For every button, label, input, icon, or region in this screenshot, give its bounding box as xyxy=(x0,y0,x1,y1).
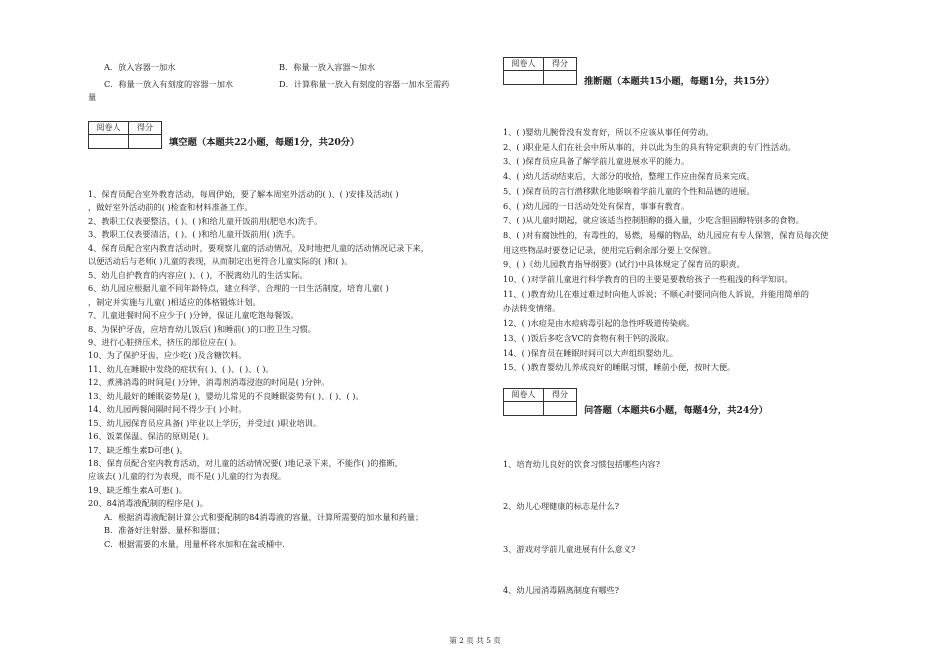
fill-question-line: 12、煮沸消毒的时间是( )分钟，消毒剂消毒浸泡的时间是( )分钟。 xyxy=(88,377,330,388)
fill-question-line: ，制定并实施与儿童( )相适应的体格锻炼计划。 xyxy=(88,296,261,307)
judge-question-line: 6、( )幼儿园的一日活动处处有保育，事事有教育。 xyxy=(503,200,690,211)
qa-item: 3、游戏对学前儿童进展有什么意义? xyxy=(503,544,636,554)
fill-question-line: 5、幼儿自护教育的内容应( )、( )，不脱离幼儿的生活实际。 xyxy=(88,269,308,280)
judge-question-line: 12、( )水痘是由水痘病毒引起的急性呼吸道传染病。 xyxy=(503,318,695,329)
judge-question-line: 14、( )保育员在睡眠时间可以大声组织婴幼儿。 xyxy=(503,347,678,358)
judge-question-line: 8、( )对有腐蚀性的，有毒性的，易燃，易爆的物品，幼儿园应有专人保管，保育员每次使 xyxy=(503,229,829,240)
judge-question-line: 10、( )对学前儿童进行科学教育的目的主要是要教给孩子一些粗浅的科学知识。 xyxy=(503,274,793,284)
fill-section-title: 填空题（本题共22小题，每题1分，共20分） xyxy=(169,137,360,148)
fill-question-line: 4、保育员配合室内教育活动时，要观察儿童的活动情况，及时地把儿童的活动情况记录下来， xyxy=(88,242,429,253)
qa-item: 2、幼儿心理健康的标志是什么? xyxy=(503,501,620,511)
score-box-qa xyxy=(503,388,577,416)
fill-question-line: 7、儿童进餐时间不应少于( )分钟，保证儿童吃饱每餐饭。 xyxy=(88,310,299,321)
page-footer: 第 2 页 共 5 页 xyxy=(449,636,501,645)
reviewer-cell[interactable] xyxy=(504,71,544,85)
score-label: 得分 xyxy=(544,389,577,402)
fill-question-line: 11、幼儿在睡眠中发绕的症状有( )、( )、( )、( )。 xyxy=(88,363,274,374)
fill-question-line: 20、84消毒液配制的程序是( )。 xyxy=(88,498,208,509)
fill-question-line: 15、幼儿园保育员应具备( )毕业以上学历，并受过( )职业培训。 xyxy=(88,417,322,428)
reviewer-cell[interactable] xyxy=(504,402,544,416)
judge-section-title: 推断题（本题共15小题，每题1分，共15分） xyxy=(584,76,775,87)
reviewer-label: 阅卷人 xyxy=(89,122,129,135)
reviewer-label: 阅卷人 xyxy=(504,389,544,402)
option-d: D．计算称量一放入有刻度的容器一加水至需药 xyxy=(279,79,450,89)
option-b: B．称量一放入容器～加水 xyxy=(279,62,376,72)
score-cell[interactable] xyxy=(544,402,577,416)
option-a: A．放入容器一加水 xyxy=(104,62,176,72)
judge-question-line: 办法转变情绪。 xyxy=(503,303,561,314)
fill-question-line: 16、饭菜保温、保洁的原则是( )。 xyxy=(88,431,214,442)
fill-question-line: 17、缺乏维生素D可患( )。 xyxy=(88,444,188,455)
score-cell[interactable] xyxy=(544,71,577,85)
fill-question-line: 14、幼儿园两餐间隔时间不得少于( )小时。 xyxy=(88,404,247,415)
judge-question-line: 3、( )保育员应具备了解学前儿童进展水平的能力。 xyxy=(503,156,690,167)
judge-question-line: 7、( )从儿童时期起，就应该适当控制胆醇的摄入量，少吃含胆固醇特别多的食物。 xyxy=(503,215,804,226)
fill-question-line: 2、教职工仪表要整洁，( )、( )和给儿童开饭前用(肥皂水)洗手。 xyxy=(88,215,323,226)
score-box-judge xyxy=(503,57,577,85)
judge-question-line: 9、( )《幼儿园教育指导纲要》(试行)中具体规定了保育员的职责。 xyxy=(503,259,745,270)
fill-question-line: C．根据需要的水量，用量杯将水加和在盆或桶中. xyxy=(104,538,285,549)
option-c: C．称量一放入有刻度的容器一加水 xyxy=(104,79,234,89)
fill-question-line: ，做好室外活动前的( )检查和材料准备工作。 xyxy=(88,202,253,213)
fill-question-line: 18、保育员配合室内教育活动，对儿童的活动情况要( )地记录下来，不能作( )的推断， xyxy=(88,458,403,468)
fill-question-line: 19、缺乏维生素A可患( )。 xyxy=(88,484,188,495)
fill-question-line: 应该去( )儿童的行为表现，而不是( )儿童的行为表现。 xyxy=(88,471,287,482)
score-box-fill xyxy=(88,121,162,149)
fill-question-line: 6、幼儿园应根据儿童不同年龄特点，建立科学、合理的一日生活制度，培育儿童( ) xyxy=(88,283,389,294)
score-label: 得分 xyxy=(129,122,162,135)
score-label: 得分 xyxy=(544,58,577,71)
fill-question-line: 10、为了保护牙齿，应少吃( )及含糖饮料。 xyxy=(88,350,247,361)
judge-question-line: 15、( )教育婴幼儿养成良好的睡眠习惯，睡前小便，按时大便。 xyxy=(503,362,736,373)
fill-question-line: 13、幼儿最好的睡眠姿势是( )，婴幼儿常见的不良睡眠姿势有( )、( )、( )。 xyxy=(88,390,364,401)
qa-item: 1、培育幼儿良好的饮食习惯包括哪些内容? xyxy=(503,459,660,469)
judge-question-line: 2、( )职业是人们在社会中所从事的，并以此为生的具有特定职责的专门性活动。 xyxy=(503,141,796,152)
fill-question-line: 8、为保护牙齿，应培育幼儿饭后( )和睡前( )的口腔卫生习惯。 xyxy=(88,323,316,334)
qa-item: 4、幼儿园消毒隔离制度有哪些? xyxy=(503,585,620,595)
qa-section-title: 问答题（本题共6小题，每题4分，共24分） xyxy=(584,405,768,416)
reviewer-cell[interactable] xyxy=(89,135,129,149)
option-d-cont: 量 xyxy=(88,92,97,102)
fill-question-line: 以便活动后与老师( )儿童的表现，从而制定出更符合儿童实际的( )和( )。 xyxy=(88,256,353,267)
judge-question-line: 1、( )婴幼儿腕骨没有发育好，所以不应该从事任何劳动。 xyxy=(503,127,714,137)
fill-question-line: 3、教职工仪表要清洁，( )、( )和给儿童开饭前用( )洗手。 xyxy=(88,229,301,240)
fill-question-line: 1、保育员配合室外教育活动，每周伊始，要了解本周室外活动的( )、( )安排及活动( ) xyxy=(88,189,399,199)
judge-question-line: 13、( )饭后多吃含VC的食物有利于钙的汲取。 xyxy=(503,332,674,343)
judge-question-line: 用这些物品时要登记记录，使用完后剩余部分要上交保管。 xyxy=(503,244,716,255)
fill-question-line: 9、进行心脏挤压术，挤压的部位应在( )。 xyxy=(88,336,242,347)
reviewer-label: 阅卷人 xyxy=(504,58,544,71)
judge-question-line: 5、( )保育员的言行潜移默化地影响着学前儿童的个性和品德的进展。 xyxy=(503,185,755,196)
judge-question-line: 4、( )幼儿活动结束后，大部分的收拾，整理工作应由保育员来完成。 xyxy=(503,171,755,182)
judge-question-line: 11、( )教育幼儿在难过难过时向他人诉说；不顺心时要同向他人诉说，并能用简单的 xyxy=(503,288,809,299)
score-cell[interactable] xyxy=(129,135,162,149)
fill-question-line: B．准备好注射器、量杯和器皿； xyxy=(104,525,225,536)
fill-question-line: A．根据消毒液配制计算公式和要配制的84消毒液的容量，计算所需要的加水量和药量； xyxy=(104,511,424,522)
